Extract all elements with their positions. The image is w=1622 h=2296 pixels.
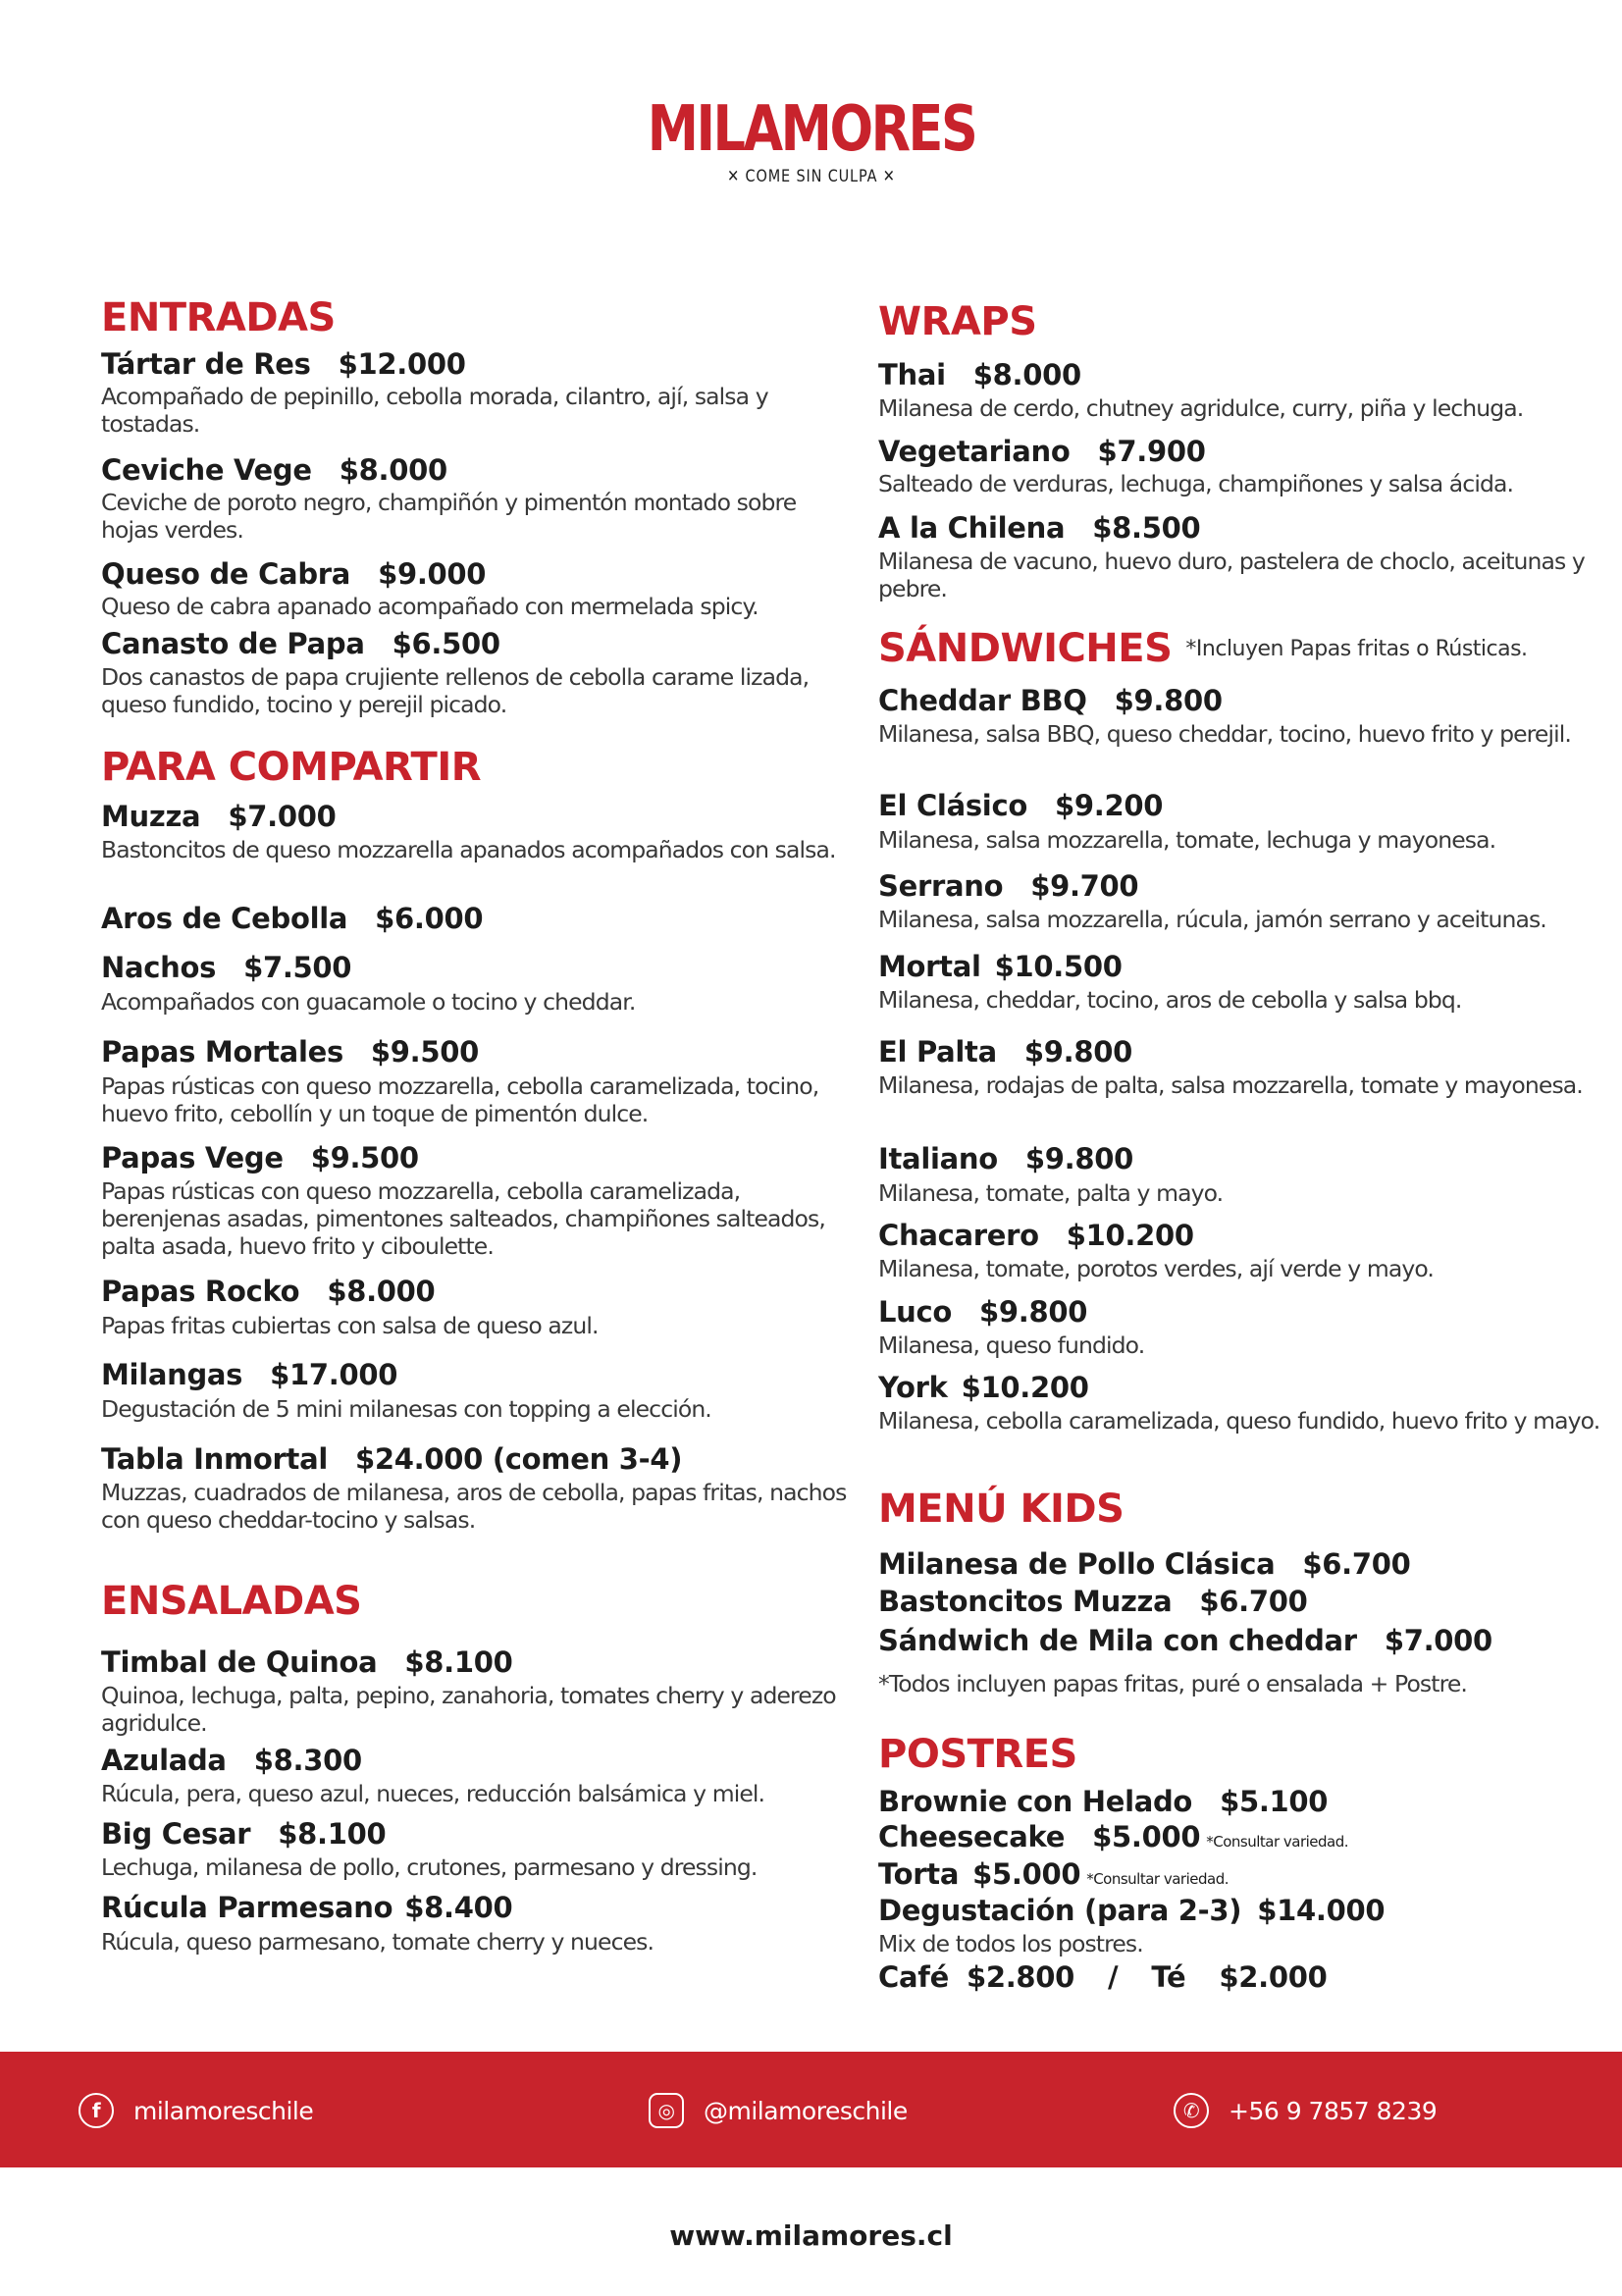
item-description: Bastoncitos de queso mozzarella apanados acompañados con salsa. — [101, 836, 836, 863]
whatsapp-link[interactable] — [1174, 2091, 1437, 2130]
section-title-postres: POSTRES — [878, 1732, 1077, 1777]
menu-item: Italiano $9.800 — [878, 1142, 1133, 1175]
menu-item: Azulada $8.300 — [101, 1744, 362, 1777]
item-description: Milanesa, salsa BBQ, queso cheddar, tocino, huevo frito y perejil. — [878, 720, 1571, 748]
item-description: Salteado de verduras, lechuga, champiñones y salsa ácida. — [878, 470, 1514, 497]
menu-item: Queso de Cabra $9.000 — [101, 557, 487, 591]
item-description: Papas rústicas con queso mozzarella, cebolla caramelizada, tocino, huevo frito, cebollín y un toque de pimentón dulce. — [101, 1072, 819, 1127]
section-title-entradas: ENTRADAS — [101, 295, 336, 340]
menu-item: Milangas $17.000 — [101, 1358, 398, 1391]
brand-wordmark: MILAMORES — [647, 93, 975, 166]
item-description: Lechuga, milanesa de pollo, crutones, parmesano y dressing. — [101, 1853, 758, 1881]
instagram-handle: @milamoreschile — [704, 2096, 908, 2125]
instagram-icon: ◎ — [649, 2093, 684, 2128]
menu-item: Papas Mortales $9.500 — [101, 1035, 480, 1069]
brand-logo — [0, 93, 1622, 186]
menu-item: Cheesecake $5.000 *Consultar variedad. — [878, 1820, 1349, 1853]
item-description: Degustación de 5 mini milanesas con topping a elección. — [101, 1395, 711, 1423]
menu-item: Mortal $10.500 — [878, 950, 1123, 983]
item-description: Ceviche de poroto negro, champiñón y pimentón montado sobre hojas verdes. — [101, 489, 797, 544]
menu-item: Milanesa de Pollo Clásica $6.700 — [878, 1547, 1411, 1581]
section-title-ensaladas: ENSALADAS — [101, 1579, 362, 1624]
menu-item: Tártar de Res $12.000 — [101, 347, 466, 381]
item-description: Milanesa, rodajas de palta, salsa mozzarella, tomate y mayonesa. — [878, 1071, 1583, 1099]
kids-note: *Todos incluyen papas fritas, puré o ensalada + Postre. — [878, 1670, 1467, 1697]
menu-item: Degustación (para 2-3) $14.000 — [878, 1894, 1386, 1927]
website-link[interactable]: www.milamores.cl — [669, 2219, 953, 2252]
menu-item: Chacarero $10.200 — [878, 1219, 1194, 1252]
menu-item: Luco $9.800 — [878, 1295, 1088, 1329]
item-description: Milanesa de cerdo, chutney agridulce, curry, piña y lechuga. — [878, 394, 1524, 422]
item-description: Milanesa, tomate, porotos verdes, ají verde y mayo. — [878, 1255, 1434, 1282]
item-description: Dos canastos de papa crujiente rellenos de cebolla carame lizada, queso fundido, tocino y perejil picado. — [101, 663, 810, 718]
item-description: Mix de todos los postres. — [878, 1930, 1143, 1957]
menu-item: Big Cesar $8.100 — [101, 1817, 387, 1851]
menu-item: Bastoncitos Muzza $6.700 — [878, 1585, 1308, 1618]
item-description: Muzzas, cuadrados de milanesa, aros de cebolla, papas fritas, nachos con queso cheddar-tocino y salsas. — [101, 1479, 847, 1534]
menu-item: El Palta $9.800 — [878, 1035, 1132, 1069]
facebook-handle: milamoreschile — [133, 2096, 314, 2125]
menu-item: Serrano $9.700 — [878, 869, 1139, 903]
section-title-sandwiches: SÁNDWICHES *Incluyen Papas fritas o Rústicas. — [878, 626, 1528, 671]
item-description: Milanesa, salsa mozzarella, tomate, lechuga y mayonesa. — [878, 826, 1496, 854]
facebook-link[interactable] — [78, 2091, 313, 2130]
menu-item: Rúcula Parmesano $8.400 — [101, 1891, 513, 1924]
menu-item: Brownie con Helado $5.100 — [878, 1785, 1329, 1818]
facebook-icon: f — [78, 2093, 114, 2128]
menu-item: Tabla Inmortal $24.000 (comen 3-4) — [101, 1442, 683, 1476]
item-description: Milanesa, queso fundido. — [878, 1331, 1145, 1359]
item-description: Rúcula, queso parmesano, tomate cherry y nueces. — [101, 1928, 654, 1956]
section-title-wraps: WRAPS — [878, 299, 1037, 344]
whatsapp-icon: ✆ — [1174, 2093, 1209, 2128]
menu-item: Papas Vege $9.500 — [101, 1141, 419, 1174]
item-description: Papas rústicas con queso mozzarella, cebolla caramelizada, berenjenas asadas, pimentones salteados, champiñones salteados, palta asada, huevo frito y ciboulette. — [101, 1177, 825, 1260]
item-description: Queso de cabra apanado acompañado con mermelada spicy. — [101, 593, 759, 620]
menu-item: Timbal de Quinoa $8.100 — [101, 1645, 513, 1679]
instagram-link[interactable] — [649, 2091, 908, 2130]
brand-tagline: ✕ COME SIN CULPA ✕ — [726, 167, 896, 186]
whatsapp-number: +56 9 7857 8239 — [1229, 2096, 1438, 2125]
menu-item: Muzza $7.000 — [101, 800, 337, 833]
item-description: Milanesa de vacuno, huevo duro, pastelera de choclo, aceitunas y pebre. — [878, 548, 1585, 602]
menu-item: Thai $8.000 — [878, 358, 1081, 391]
section-title-para-compartir: PARA COMPARTIR — [101, 745, 482, 790]
menu-item: Canasto de Papa $6.500 — [101, 627, 500, 660]
menu-item: Ceviche Vege $8.000 — [101, 453, 447, 487]
item-description: Acompañados con guacamole o tocino y cheddar. — [101, 988, 636, 1016]
item-description: Quinoa, lechuga, palta, pepino, zanahoria, tomates cherry y aderezo agridulce. — [101, 1682, 836, 1737]
item-description: Milanesa, salsa mozzarella, rúcula, jamón serrano y aceitunas. — [878, 906, 1546, 933]
menu-item: Nachos $7.500 — [101, 951, 352, 984]
menu-item: Papas Rocko $8.000 — [101, 1275, 436, 1308]
menu-item: Vegetariano $7.900 — [878, 435, 1206, 468]
section-title-menu-kids: MENÚ KIDS — [878, 1487, 1125, 1532]
item-description: Papas fritas cubiertas con salsa de queso azul. — [101, 1312, 599, 1339]
menu-item: York $10.200 — [878, 1371, 1089, 1404]
item-description: Acompañado de pepinillo, cebolla morada, cilantro, ají, salsa y tostadas. — [101, 383, 768, 438]
menu-item: El Clásico $9.200 — [878, 789, 1164, 822]
menu-item: Café $2.800 / Té $2.000 — [878, 1960, 1328, 1994]
item-description: Rúcula, pera, queso azul, nueces, reducción balsámica y miel. — [101, 1780, 765, 1807]
menu-item: Aros de Cebolla $6.000 — [101, 902, 484, 935]
menu-item: Cheddar BBQ $9.800 — [878, 684, 1223, 717]
menu-item: Torta $5.000 *Consultar variedad. — [878, 1857, 1229, 1891]
item-description: Milanesa, cheddar, tocino, aros de cebolla y salsa bbq. — [878, 986, 1462, 1014]
item-description: Milanesa, cebolla caramelizada, queso fundido, huevo frito y mayo. — [878, 1407, 1600, 1435]
sandwiches-note: *Incluyen Papas fritas o Rústicas. — [1185, 637, 1528, 661]
menu-item: Sándwich de Mila con cheddar $7.000 — [878, 1624, 1492, 1657]
menu-item: A la Chilena $8.500 — [878, 511, 1201, 545]
item-description: Milanesa, tomate, palta y mayo. — [878, 1179, 1224, 1207]
